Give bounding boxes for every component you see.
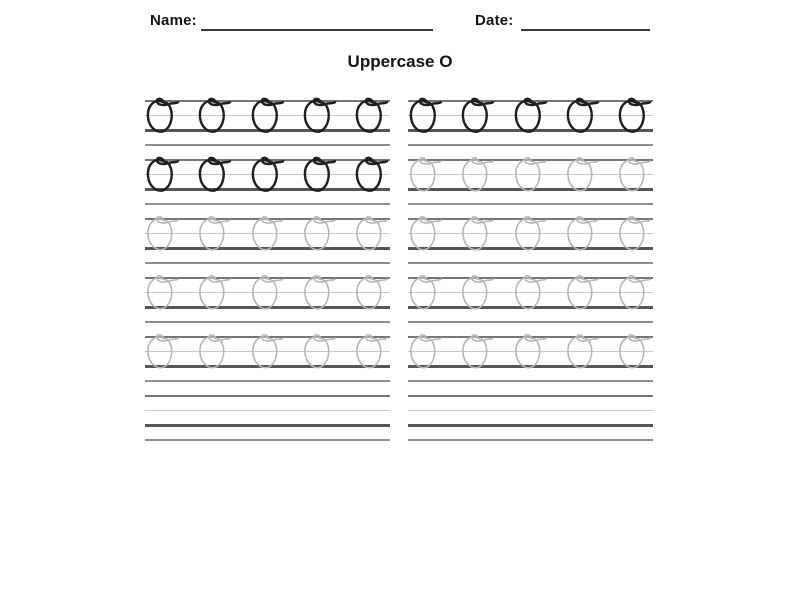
cursive-letter-o-example [250,96,286,136]
rule-mid-line [145,410,390,411]
rule-descender-line [408,380,653,382]
rule-baseline [145,424,390,427]
cursive-letter-o-trace [565,155,601,195]
cursive-letter-o-trace [460,214,496,254]
letters-row [145,214,390,254]
practice-cell-right [408,277,653,323]
cursive-letter-o-trace [408,155,444,195]
cursive-letter-o-example [408,96,444,136]
practice-cell-left [145,277,390,323]
cursive-letter-o-example [145,96,181,136]
rule-baseline [408,424,653,427]
practice-cell-left [145,395,390,441]
cursive-letter-o-trace [617,273,653,313]
cursive-letter-o-trace [513,214,549,254]
practice-cell-left [145,218,390,264]
cursive-letter-o-example [617,96,653,136]
practice-row [145,159,655,218]
rule-descender-line [145,380,390,382]
page-title: Uppercase O [347,52,453,71]
cursive-letter-o-trace [197,332,233,372]
cursive-letter-o-trace [250,273,286,313]
rule-descender-line [408,203,653,205]
letters-row [408,273,653,313]
practice-row [145,395,655,454]
cursive-letter-o-trace [617,155,653,195]
rule-descender-line [145,262,390,264]
cursive-letter-o-trace [565,214,601,254]
practice-cell-right [408,159,653,205]
cursive-letter-o-trace [460,273,496,313]
rule-descender-line [408,321,653,323]
cursive-letter-o-trace [513,273,549,313]
cursive-letter-o-trace [302,273,338,313]
letters-row [145,273,390,313]
rule-descender-line [145,439,390,441]
cursive-letter-o-trace [460,155,496,195]
practice-cell-left [145,159,390,205]
letters-row [145,96,390,136]
practice-cell-right [408,395,653,441]
rule-top-line [408,395,653,397]
practice-cell-right [408,336,653,382]
rule-descender-line [145,144,390,146]
cursive-letter-o-example [197,155,233,195]
rule-descender-line [145,203,390,205]
cursive-letter-o-example [250,155,286,195]
letters-row [408,332,653,372]
name-label: Name: [150,12,197,29]
cursive-letter-o-trace [145,214,181,254]
cursive-letter-o-trace [197,273,233,313]
cursive-letter-o-example [145,155,181,195]
name-write-line [201,29,433,31]
cursive-letter-o-trace [354,273,390,313]
cursive-letter-o-trace [513,155,549,195]
cursive-letter-o-trace [617,332,653,372]
cursive-letter-o-trace [513,332,549,372]
date-write-line [521,29,650,31]
cursive-letter-o-example [354,155,390,195]
practice-cell-left [145,100,390,146]
practice-row [145,218,655,277]
cursive-letter-o-example [302,96,338,136]
practice-cell-right [408,218,653,264]
cursive-letter-o-trace [302,214,338,254]
letters-row [145,155,390,195]
cursive-letter-o-trace [460,332,496,372]
rule-descender-line [145,321,390,323]
cursive-letter-o-example [513,96,549,136]
cursive-letter-o-trace [408,214,444,254]
letters-row [145,332,390,372]
letters-row [408,96,653,136]
practice-row [145,336,655,395]
cursive-letter-o-trace [145,332,181,372]
cursive-letter-o-example [460,96,496,136]
practice-row [145,277,655,336]
cursive-letter-o-example [302,155,338,195]
cursive-letter-o-trace [617,214,653,254]
rule-descender-line [408,439,653,441]
header [0,12,800,34]
date-label: Date: [475,12,514,29]
cursive-letter-o-trace [354,332,390,372]
cursive-letter-o-example [197,96,233,136]
rule-top-line [145,395,390,397]
practice-cell-left [145,336,390,382]
cursive-letter-o-trace [250,332,286,372]
practice-row [145,100,655,159]
letters-row [408,155,653,195]
cursive-letter-o-trace [250,214,286,254]
cursive-letter-o-trace [145,273,181,313]
practice-grid [145,100,655,454]
practice-cell-right [408,100,653,146]
cursive-letter-o-example [565,96,601,136]
rule-descender-line [408,262,653,264]
cursive-letter-o-trace [565,273,601,313]
cursive-letter-o-trace [197,214,233,254]
cursive-letter-o-trace [408,332,444,372]
letters-row [408,214,653,254]
cursive-letter-o-trace [565,332,601,372]
rule-mid-line [408,410,653,411]
cursive-letter-o-example [354,96,390,136]
cursive-letter-o-trace [354,214,390,254]
cursive-letter-o-trace [408,273,444,313]
cursive-letter-o-trace [302,332,338,372]
rule-descender-line [408,144,653,146]
